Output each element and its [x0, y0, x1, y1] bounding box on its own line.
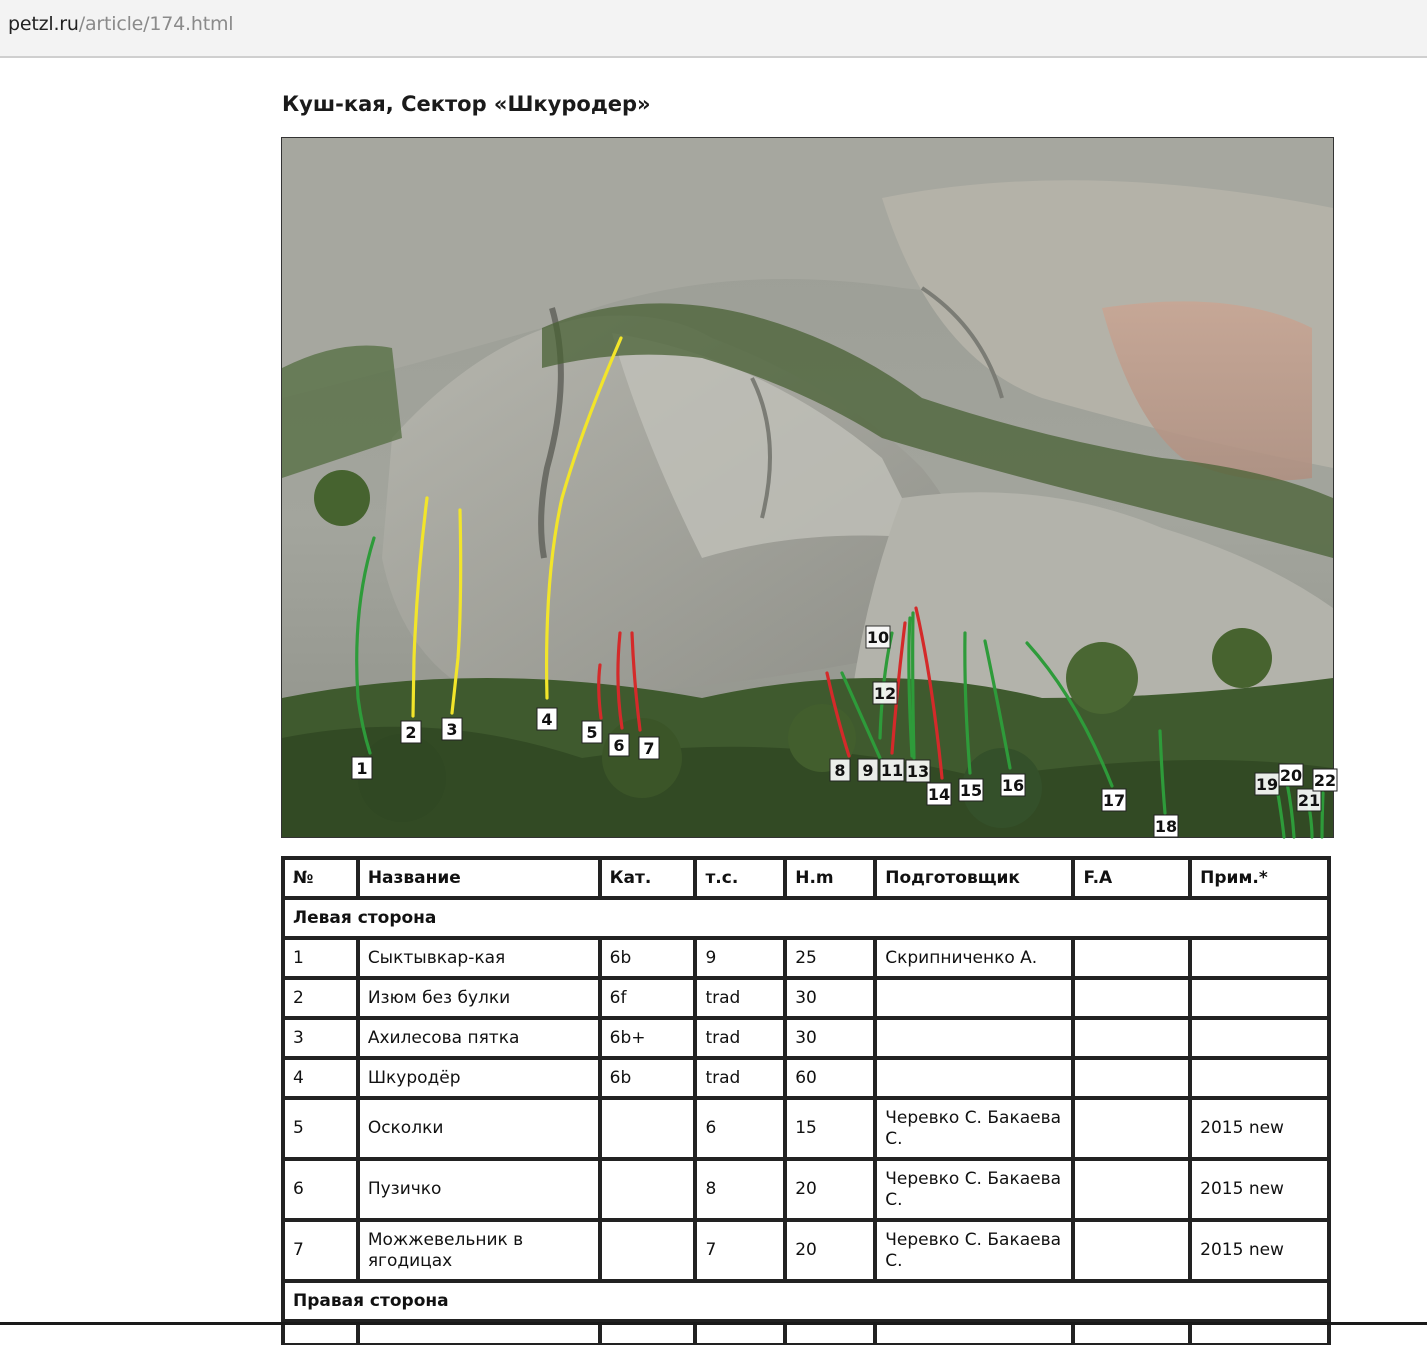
cell-name: Сыктывкар-кая: [358, 938, 600, 978]
cell-bolts: 8: [695, 1159, 785, 1220]
route-label-3: [442, 718, 462, 740]
route-line-13: [913, 613, 914, 758]
route-label-text: 18: [1154, 817, 1178, 836]
cell-bolts: 9: [695, 938, 785, 978]
route-label-text: 21: [1297, 791, 1321, 810]
cell-height: 25: [785, 938, 875, 978]
cell-fa: [1073, 1159, 1190, 1220]
cell-grade: [600, 1159, 696, 1220]
route-label-text: 11: [880, 761, 904, 780]
route-label-10: [866, 626, 890, 648]
route-label-12: [873, 682, 897, 704]
route-label-text: 6: [613, 736, 625, 755]
table-row: [283, 978, 1329, 1018]
route-label-13: [906, 760, 930, 782]
route-label-text: 13: [906, 762, 930, 781]
cell-bolter: Черевко С. Бакаева С.: [875, 1220, 1073, 1281]
cell-notes: [1190, 938, 1329, 978]
col-header-bolter: Подготовщик: [875, 858, 1073, 898]
cell-number: 5: [283, 1098, 358, 1159]
window-bottom-border: [0, 1322, 1427, 1325]
cell-fa: [1073, 1220, 1190, 1281]
cell-bolts: trad: [695, 978, 785, 1018]
route-label-text: 15: [959, 781, 983, 800]
route-label-text: 14: [927, 785, 951, 804]
route-label-text: 1: [356, 759, 368, 778]
cell-height: 30: [785, 1018, 875, 1058]
cell-grade: [600, 1098, 696, 1159]
url-text[interactable]: [8, 13, 233, 35]
cell-height: 20: [785, 1220, 875, 1281]
route-label-text: 12: [873, 684, 897, 703]
route-label-7: [639, 737, 659, 759]
cell-height: 60: [785, 1058, 875, 1098]
cell-bolts: 7: [695, 1220, 785, 1281]
cell-number: 3: [283, 1018, 358, 1058]
route-label-text: 22: [1313, 771, 1337, 790]
cell-notes: [1190, 1058, 1329, 1098]
col-header-notes: Прим.*: [1190, 858, 1329, 898]
cell-number: 1: [283, 938, 358, 978]
cell-bolter: [875, 1058, 1073, 1098]
cell-name: Можжевельник в ягодицах: [358, 1220, 600, 1281]
cell-notes: 2015 new: [1190, 1159, 1329, 1220]
route-label-9: [858, 759, 878, 781]
col-header-fa: F.A: [1073, 858, 1190, 898]
section-title: Левая сторона: [283, 898, 1329, 938]
cell-bolts: trad: [695, 1058, 785, 1098]
route-label-20: [1279, 764, 1303, 786]
section-title: Правая сторона: [283, 1281, 1329, 1321]
cell-bolts: 6: [695, 1098, 785, 1159]
route-label-15: [959, 779, 983, 801]
col-header-bolts: т.с.: [695, 858, 785, 898]
col-header-number: №: [283, 858, 358, 898]
route-label-22: [1313, 769, 1337, 791]
cell-fa: [1073, 1018, 1190, 1058]
address-bar[interactable]: [0, 0, 1427, 58]
cell-name: Ахилесова пятка: [358, 1018, 600, 1058]
col-header-height: Н.m: [785, 858, 875, 898]
cell-bolter: [875, 978, 1073, 1018]
cell-fa: [1073, 978, 1190, 1018]
route-label-text: 10: [866, 628, 890, 647]
route-label-1: [352, 757, 372, 779]
cell-height: 30: [785, 978, 875, 1018]
route-topo-photo: [281, 137, 1337, 838]
route-label-text: 9: [862, 761, 874, 780]
route-label-text: 5: [586, 723, 598, 742]
article-title: Куш-кая, Сектор «Шкуродер»: [282, 92, 651, 116]
cell-bolter: Скрипниченко А.: [875, 938, 1073, 978]
cell-name: Шкуродёр: [358, 1058, 600, 1098]
route-label-11: [880, 759, 904, 781]
cell-number: 7: [283, 1220, 358, 1281]
cell-bolter: Черевко С. Бакаева С.: [875, 1098, 1073, 1159]
cell-bolts: trad: [695, 1018, 785, 1058]
table-header-row: [283, 858, 1329, 898]
route-label-14: [927, 783, 951, 805]
cell-name: Пузичко: [358, 1159, 600, 1220]
cell-fa: [1073, 938, 1190, 978]
route-label-8: [830, 759, 850, 781]
cell-notes: 2015 new: [1190, 1098, 1329, 1159]
route-label-text: 7: [643, 739, 655, 758]
routes-table: [281, 856, 1331, 1345]
route-label-19: [1255, 773, 1279, 795]
route-label-text: 3: [446, 720, 458, 739]
route-label-2: [401, 721, 421, 743]
cell-bolter: Черевко С. Бакаева С.: [875, 1159, 1073, 1220]
route-label-text: 8: [834, 761, 846, 780]
cell-fa: [1073, 1058, 1190, 1098]
route-label-5: [582, 721, 602, 743]
cell-grade: 6b: [600, 938, 696, 978]
route-label-text: 20: [1279, 766, 1303, 785]
table-row: [283, 1159, 1329, 1220]
cell-height: 20: [785, 1159, 875, 1220]
route-label-21: [1297, 789, 1321, 811]
table-row: [283, 938, 1329, 978]
cell-height: 15: [785, 1098, 875, 1159]
cell-name: Осколки: [358, 1098, 600, 1159]
cell-notes: 2015 new: [1190, 1220, 1329, 1281]
cell-notes: [1190, 978, 1329, 1018]
route-label-text: 16: [1001, 776, 1025, 795]
cell-number: 4: [283, 1058, 358, 1098]
route-label-17: [1102, 789, 1126, 811]
col-header-grade: Кат.: [600, 858, 696, 898]
route-label-text: 4: [541, 710, 553, 729]
cell-grade: [600, 1220, 696, 1281]
url-path: /article/174.html: [78, 13, 234, 35]
cell-grade: 6b+: [600, 1018, 696, 1058]
table-row: [283, 1018, 1329, 1058]
cell-number: 2: [283, 978, 358, 1018]
route-line-22: [1322, 793, 1323, 837]
route-label-16: [1001, 774, 1025, 796]
route-label-4: [537, 708, 557, 730]
table-row: [283, 1098, 1329, 1159]
table-row: [283, 1058, 1329, 1098]
route-label-18: [1154, 815, 1178, 837]
route-label-text: 2: [405, 723, 417, 742]
route-label-6: [609, 734, 629, 756]
table-section-row: [283, 1281, 1329, 1321]
cell-grade: 6b: [600, 1058, 696, 1098]
cell-number: 6: [283, 1159, 358, 1220]
table-row: [283, 1220, 1329, 1281]
cell-bolter: [875, 1018, 1073, 1058]
col-header-name: Название: [358, 858, 600, 898]
cell-notes: [1190, 1018, 1329, 1058]
table-section-row: [283, 898, 1329, 938]
cell-fa: [1073, 1098, 1190, 1159]
url-host: petzl.ru: [8, 13, 79, 35]
route-label-text: 19: [1255, 775, 1279, 794]
route-label-text: 17: [1102, 791, 1126, 810]
cell-grade: 6f: [600, 978, 696, 1018]
cell-name: Изюм без булки: [358, 978, 600, 1018]
